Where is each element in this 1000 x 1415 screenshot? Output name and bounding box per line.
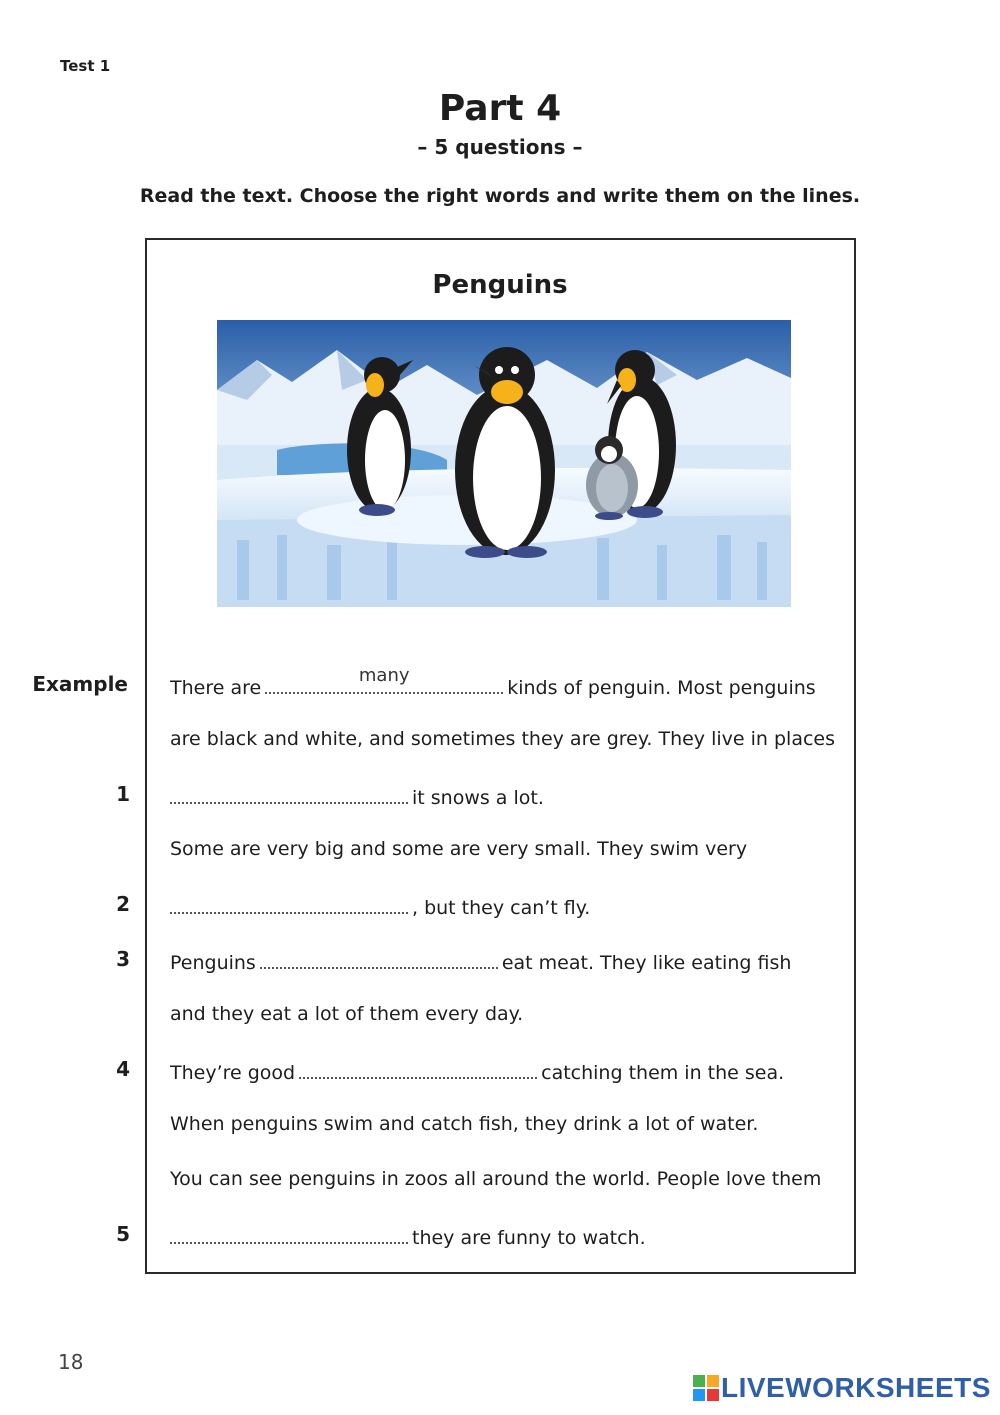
passage-text-after: they are funny to watch. [412,1227,646,1249]
passage-text-after: catching them in the sea. [541,1062,785,1084]
question-number: 2 [116,892,130,916]
passage-title: Penguins [432,270,568,300]
passage-text-after: , but they can’t fly. [412,897,591,919]
instruction-text: Read the text. Choose the right words and write them on the lines. [139,185,861,207]
passage-text-after: eat meat. They like eating fish [501,952,792,974]
answer-blank-2[interactable] [170,892,408,914]
liveworksheets-logo-icon [693,1375,719,1401]
passage-line [170,1112,758,1136]
answer-blank-5[interactable] [170,1222,408,1244]
answer-blank-1[interactable] [170,782,408,804]
brand-name: LIVEWORKSHEETS [721,1372,991,1403]
passage-text: You can see penguins in zoos all around the world. People love them [170,1168,822,1190]
test-label: Test 1 [60,57,111,75]
penguins-on-ice-illustration [217,320,791,607]
answer-blank-3[interactable] [260,947,498,969]
passage-text-after: kinds of penguin. Most penguins [507,677,816,699]
example-answer-blank [265,665,503,694]
passage-text: and they eat a lot of them every day. [170,1003,524,1025]
question-number: 1 [116,782,130,806]
question-number: 4 [116,1057,130,1081]
passage-text-before: They’re good [170,1062,296,1084]
passage-text-after: it snows a lot. [412,787,544,809]
example-label: Example [32,672,128,696]
passage-line [170,1167,821,1191]
part-title: Part 4 [438,88,562,129]
passage-line [170,947,791,975]
passage-text-before: Penguins [170,952,256,974]
part-subtitle: – 5 questions – [417,135,583,159]
passage-line [170,1002,523,1026]
passage-line [170,837,747,861]
passage-line [170,1222,646,1250]
passage-line [170,892,590,920]
passage-line [170,782,544,810]
question-number: 3 [116,947,130,971]
passage-text: Some are very big and some are very small. They swim very [170,838,748,860]
passage-text-before: There are [170,677,262,699]
answer-blank-4[interactable] [299,1057,537,1079]
page-number: 18 [58,1350,84,1374]
passage-line [170,727,835,751]
passage-text: are black and white, and sometimes they are grey. They live in places [170,728,835,750]
passage-line [170,1057,784,1085]
passage-text: When penguins swim and catch fish, they drink a lot of water. [170,1113,759,1135]
liveworksheets-logo [693,1372,991,1404]
answer-text: many [358,665,410,686]
question-number: 5 [116,1222,130,1246]
passage-line [170,665,816,700]
